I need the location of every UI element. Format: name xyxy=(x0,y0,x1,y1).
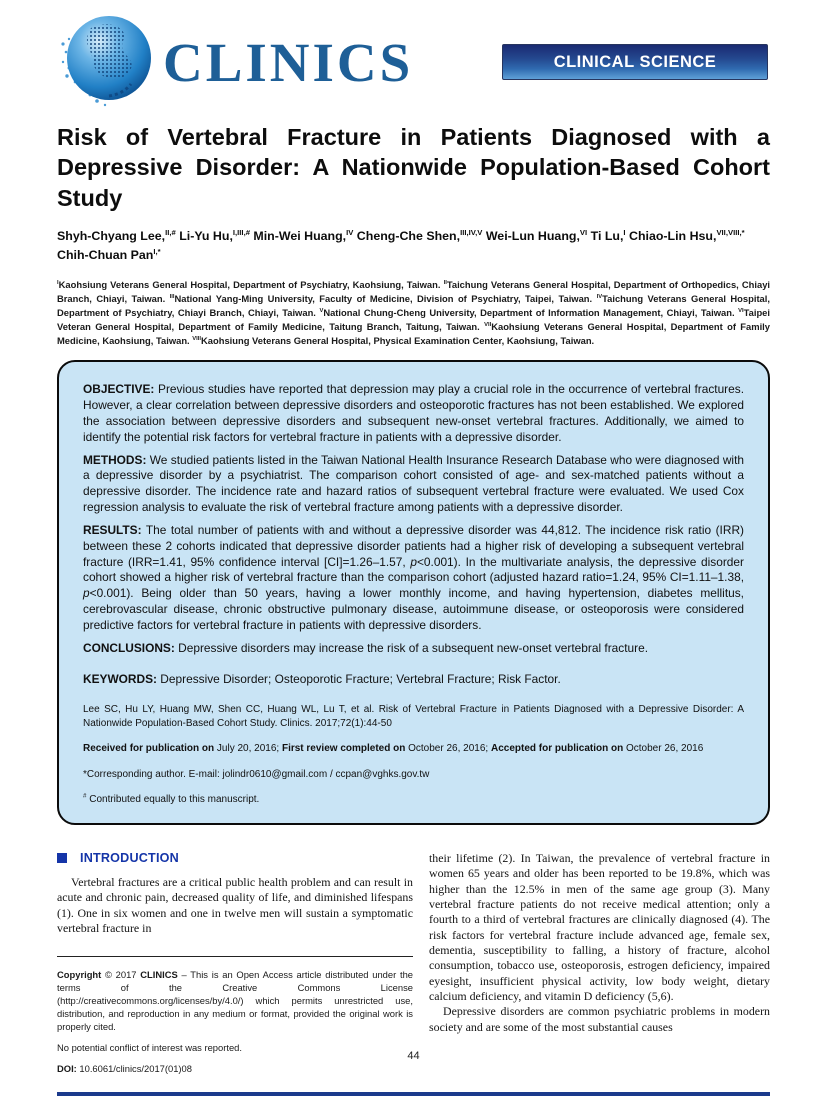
bottom-rule xyxy=(57,1092,770,1096)
author-list: Shyh-Chyang Lee,$^{II,\#}$ Li-Yu Hu,$^{I,III,\#}$ Min-Wei Huang,$^{IV}$ Cheng-Che Shen,$^{III,IV,V}$ Wei-Lun Huang,$^{VI}$ Ti Lu,$^I$ Chiao-Lin Hsu,$^{VII,VIII,*}$ Chih-Chuan Pan$^{I,*}$ xyxy=(57,227,745,263)
contributed-line: # Contributed equally to this manuscript. xyxy=(83,793,260,806)
page-number: 44 xyxy=(407,1050,420,1062)
clinical-science-badge[interactable] xyxy=(502,44,768,80)
square-bullet-icon xyxy=(57,853,67,863)
abstract-results: RESULTS: The total number of patients with and without a depressive disorder was 44,812. The incidence risk ratio (IRR) between these 2 cohorts indicated that depressive disorder patients had a higher risk of developing a subsequent vertebral fracture (IRR=1.41, 95% confidence interval [CI]=1.26–1.57, p<0.001). In the multivariate analysis, the depressive disorder cohort showed a higher risk of vertebral fracture than the comparison cohort (adjusted hazard ratio=1.24, 95% CI=1.11–1.38, p<0.001). Being older than 50 years, having a lower monthly income, and having hypertension, diabetes mellitus, cerebrovascular disease, chronic obstructive pulmonary disease, autoimmune disease, or osteoporosis were considered predictive factors for vertebral fracture in patients with depressive disorders. xyxy=(83,522,744,632)
abstract-objective: OBJECTIVE: Previous studies have reported that depression may play a crucial role in the occurrence of vertebral fractures. However, a clear correlation between depressive disorders and osteoporotic fractures has not been established. We explored the association between depressive disorders and subsequent new-onset vertebral fractures. Additionally, we aimed to identify the potential risk factors for vertebral fracture in patients with a depressive disorder. xyxy=(83,382,744,444)
globe-icon xyxy=(57,10,157,115)
copyright-note: Copyright © 2017 CLINICS – This is an Open Access article distributed under the terms of the Creative Commons License (http://creativecommons.org/licenses/by/4.0/) which permits unrestricted use, distribution, and reproduction in any medium or format, provided the original work is properly cited. xyxy=(57,969,414,1033)
intro-heading xyxy=(57,851,413,865)
doi-note: DOI: 10.6061/clinics/2017(01)08 xyxy=(57,1063,192,1075)
conflict-note: No potential conflict of interest was reported. xyxy=(57,1042,242,1054)
clinics-logo xyxy=(57,10,413,115)
intro-left-paragraph: Vertebral fractures are a critical public health problem and can result in acute and chronic pain, decreased quality of life, and diminished lifespans (1). One in six women and one in twelve men will sustain a symptomatic vertebral fracture in xyxy=(57,874,413,935)
abstract-keywords: KEYWORDS: Depressive Disorder; Osteoporotic Fracture; Vertebral Fracture; Risk Factor. xyxy=(83,671,561,686)
clinical-science-badge-label: CLINICAL SCIENCE xyxy=(553,52,717,71)
affiliations: $^I$Kaohsiung Veterans General Hospital, Department of Psychiatry, Kaohsiung, Taiwan. $^{II}$Taichung Veterans General Hospital, Department of Orthopedics, Chiayi Branch, Chiayi, Taiwan. $^{III}$National Yang-Ming University, Faculty of Medicine, Division of Psychiatry, Taipei, Taiwan. $^{IV}$Taichung Veterans General Hospital, Department of Psychiatry, Chiayi Branch, Chiayi, Taiwan. $^V$National Chung-Cheng University, Department of Information Management, Chiayi, Taiwan. $^{VI}$Taipei Veteran General Hospital, Department of Family Medicine, Taitung Branch, Taitung, Taiwan. $^{VII}$Kaohsiung Veterans General Hospital, Department of Family Medicine, Kaohsiung, Taiwan. $^{VIII}$Kaohsiung Veterans General Hospital, Physical Examination Center, Kaohsiung, Taiwan. xyxy=(57,278,771,347)
intro-right-paragraph-2: Depressive disorders are common psychiatric problems in modern society and are some of the most substantial causes xyxy=(429,1004,770,1034)
page-header xyxy=(57,12,770,112)
intro-heading-label: INTRODUCTION xyxy=(80,850,179,865)
clinics-wordmark: CLINICS xyxy=(163,31,414,93)
abstract-box xyxy=(57,360,770,825)
abstract-methods: METHODS: We studied patients listed in the Taiwan National Health Insurance Research Database who were diagnosed with a depressive disorder by a psychiatrist. The comparison cohort consisted of age- and sex-matched patients without a depressive disorder. The incidence rate and hazard ratios of subsequent vertebral fracture were evaluated. We used Cox regression analysis to evaluate the risk of vertebral fracture among patients with a depressive disorder. xyxy=(83,452,744,515)
citation-line: Lee SC, Hu LY, Huang MW, Shen CC, Huang WL, Lu T, et al. Risk of Vertebral Fracture in Patients Diagnosed with a Depressive Disorder: A Nationwide Population-Based Cohort Study. Clinics. 2017;72(1):44-50 xyxy=(83,704,744,729)
footnote-divider xyxy=(57,956,413,957)
intro-right-paragraph-1: their lifetime (2). In Taiwan, the prevalence of vertebral fracture in women 65 years and older has been reported to be 19.8%, which was higher than the 12.5% in men of the same age group (3). Many vertebral fracture patients do not receive medical attention; only a fourth to a third of vertebral fractures are clinically diagnosed (4). The risk factors for vertebral fracture include advanced age, female sex, dementia, susceptibility to falling, a history of fracture, alcohol consumption, tobacco use, osteoporosis, estrogen deficiency, impaired eyesight, insufficient physical activity, low body weight, dietary calcium deficiency, and vitamin D deficiency (5,6). xyxy=(429,850,770,1003)
abstract-conclusions: CONCLUSIONS: Depressive disorders may increase the risk of a subsequent new-onset vertebral fracture. xyxy=(83,640,649,655)
received-line: Received for publication on July 20, 2016; First review completed on October 26, 2016; Accepted for publication on October 26, 2016 xyxy=(83,743,704,755)
article-title: Risk of Vertebral Fracture in Patients Diagnosed with a Depressive Disorder: A Nationwide Population-Based Cohort Study xyxy=(57,124,770,211)
corresponding-author-line[interactable]: *Corresponding author. E-mail: jolindr0610@gmail.com / ccpan@vghks.gov.tw xyxy=(83,768,430,780)
